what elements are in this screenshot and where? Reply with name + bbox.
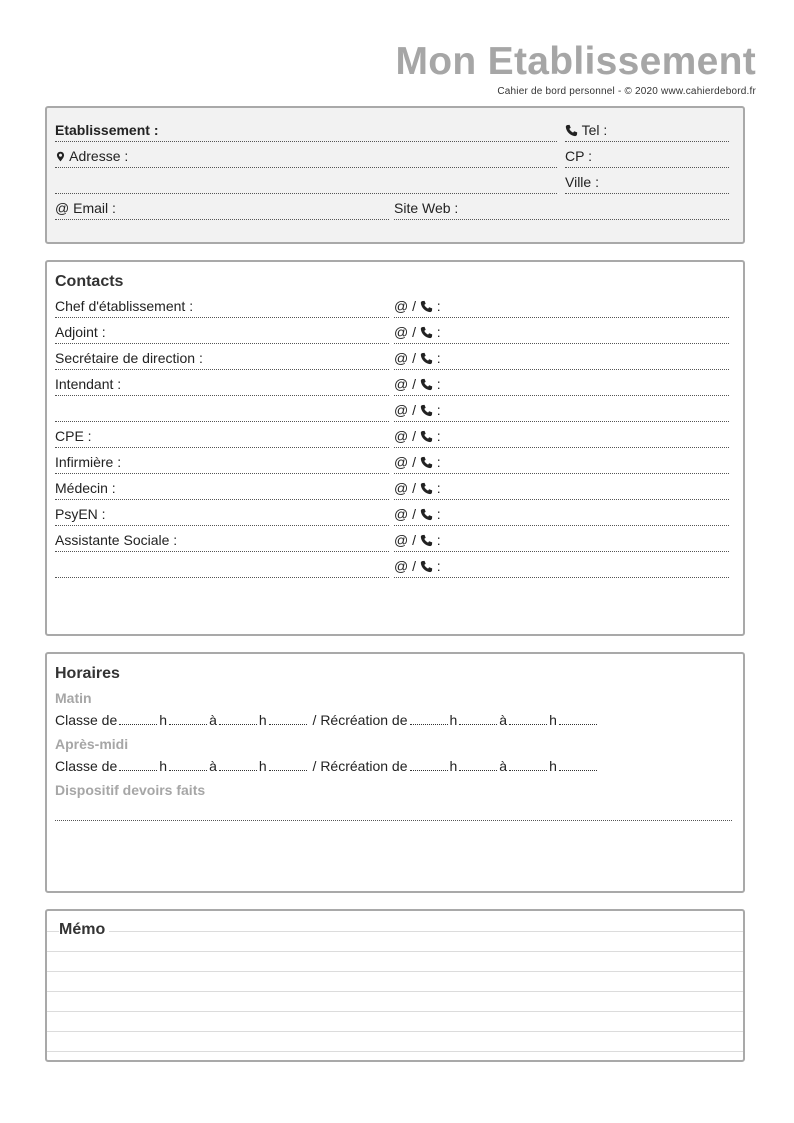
contact-role-label: Secrétaire de direction :: [55, 350, 203, 366]
contact-colon: :: [436, 506, 441, 522]
pm-start-hour[interactable]: [119, 758, 157, 771]
matin-start-hour[interactable]: [119, 712, 157, 725]
contact-role-field[interactable]: [55, 297, 389, 318]
recreation-label: / Récréation de: [312, 758, 408, 774]
classe-de-label: Classe de: [55, 712, 118, 728]
contact-detail-field[interactable]: [394, 505, 729, 526]
phone-icon: [565, 124, 578, 137]
contact-colon: :: [436, 324, 441, 340]
memo-title: Mémo: [59, 921, 109, 939]
contact-detail-field[interactable]: [394, 375, 729, 396]
email-field[interactable]: [55, 199, 389, 220]
contact-role-label: Chef d'établissement :: [55, 298, 194, 314]
contact-at-label: @ /: [394, 532, 416, 548]
pm-recre-end-hour[interactable]: [509, 758, 547, 771]
contact-detail-field[interactable]: [394, 479, 729, 500]
contact-detail-field[interactable]: [394, 349, 729, 370]
ville-label: Ville :: [565, 174, 599, 190]
recreation-label: / Récréation de: [312, 712, 408, 728]
phone-icon: [420, 352, 433, 365]
memo-line: [47, 1011, 743, 1012]
contact-role-label: Médecin :: [55, 480, 116, 496]
contact-role-field[interactable]: [55, 505, 389, 526]
contact-role-field[interactable]: [55, 401, 389, 422]
phone-icon: [420, 482, 433, 495]
contact-at-label: @ /: [394, 324, 416, 340]
contact-detail-field[interactable]: [394, 453, 729, 474]
contact-role-field[interactable]: [55, 531, 389, 552]
a-label: à: [209, 758, 217, 774]
contact-at-label: @ /: [394, 480, 416, 496]
contact-at-label: @ /: [394, 558, 416, 574]
h-label: h: [449, 712, 458, 728]
phone-icon: [420, 560, 433, 573]
contact-role-label: Infirmière :: [55, 454, 122, 470]
contact-colon: :: [436, 532, 441, 548]
memo-line: [47, 931, 743, 932]
devoirs-faits-field[interactable]: [55, 800, 732, 821]
tel-field[interactable]: [565, 121, 729, 142]
contact-role-field[interactable]: [55, 323, 389, 344]
memo-panel: [45, 909, 745, 1062]
contact-colon: :: [436, 480, 441, 496]
phone-icon: [420, 508, 433, 521]
page-subtitle: Cahier de bord personnel - © 2020 www.cahierdebord.fr: [497, 86, 756, 97]
map-marker-icon: [55, 150, 66, 163]
contact-colon: :: [436, 298, 441, 314]
contact-role-field[interactable]: [55, 479, 389, 500]
contact-role-field[interactable]: [55, 557, 389, 578]
adresse-field[interactable]: [55, 147, 557, 168]
page-title: Mon Etablissement: [395, 40, 756, 83]
contact-role-label: PsyEN :: [55, 506, 106, 522]
adresse-line-2[interactable]: [55, 173, 557, 194]
horaires-title: Horaires: [55, 665, 120, 682]
a-label: à: [499, 712, 508, 728]
matin-recre-start-min[interactable]: [459, 712, 497, 725]
contact-at-label: @ /: [394, 428, 416, 444]
contact-colon: :: [436, 376, 441, 392]
classe-de-label: Classe de: [55, 758, 118, 774]
at-icon: @: [55, 200, 70, 216]
matin-schedule-row: [55, 711, 599, 729]
contact-colon: :: [436, 402, 441, 418]
contact-detail-field[interactable]: [394, 401, 729, 422]
cp-label: CP :: [565, 148, 592, 164]
etablissement-name-label: Etablissement :: [55, 122, 159, 138]
pm-recre-end-min[interactable]: [559, 758, 597, 771]
phone-icon: [420, 534, 433, 547]
contact-detail-field[interactable]: [394, 297, 729, 318]
h-label: h: [258, 712, 267, 728]
contact-colon: :: [436, 454, 441, 470]
contact-at-label: @ /: [394, 298, 416, 314]
contact-role-field[interactable]: [55, 427, 389, 448]
matin-recre-end-min[interactable]: [559, 712, 597, 725]
memo-line: [47, 951, 743, 952]
site-web-field[interactable]: [394, 199, 729, 220]
contact-detail-field[interactable]: [394, 531, 729, 552]
apres-midi-schedule-row: [55, 757, 599, 775]
tel-label: Tel :: [581, 122, 608, 138]
horaires-panel: [45, 652, 745, 893]
phone-icon: [420, 456, 433, 469]
contact-role-label: Adjoint :: [55, 324, 106, 340]
phone-icon: [420, 378, 433, 391]
contact-colon: :: [436, 428, 441, 444]
pm-start-min[interactable]: [169, 758, 207, 771]
cp-field[interactable]: [565, 147, 729, 168]
matin-start-min[interactable]: [169, 712, 207, 725]
a-label: à: [499, 758, 508, 774]
memo-line: [47, 991, 743, 992]
adresse-label: Adresse :: [69, 148, 129, 164]
matin-recre-end-hour[interactable]: [509, 712, 547, 725]
matin-recre-start-hour[interactable]: [410, 712, 448, 725]
memo-line: [47, 971, 743, 972]
matin-label: Matin: [55, 690, 92, 706]
memo-line: [47, 1051, 743, 1052]
contact-at-label: @ /: [394, 350, 416, 366]
devoirs-faits-label: Dispositif devoirs faits: [55, 782, 206, 798]
h-label: h: [549, 758, 557, 774]
phone-icon: [420, 430, 433, 443]
a-label: à: [209, 712, 217, 728]
apres-midi-label: Après-midi: [55, 736, 129, 752]
contact-colon: :: [436, 350, 441, 366]
contact-at-label: @ /: [394, 506, 416, 522]
ville-field[interactable]: [565, 173, 729, 194]
contact-at-label: @ /: [394, 454, 416, 470]
etablissement-name-field[interactable]: [55, 121, 557, 142]
contact-at-label: @ /: [394, 402, 416, 418]
contacts-panel: [45, 260, 745, 636]
matin-end-min[interactable]: [269, 712, 307, 725]
contact-role-field[interactable]: [55, 453, 389, 474]
contact-colon: :: [436, 558, 441, 574]
h-label: h: [258, 758, 267, 774]
pm-end-min[interactable]: [269, 758, 307, 771]
contact-role-field[interactable]: [55, 349, 389, 370]
pm-recre-start-hour[interactable]: [410, 758, 448, 771]
phone-icon: [420, 326, 433, 339]
contact-detail-field[interactable]: [394, 323, 729, 344]
h-label: h: [159, 712, 168, 728]
phone-icon: [420, 404, 433, 417]
contact-role-field[interactable]: [55, 375, 389, 396]
memo-line: [47, 1031, 743, 1032]
contacts-title: Contacts: [55, 273, 124, 290]
contact-detail-field[interactable]: [394, 427, 729, 448]
site-web-label: Site Web :: [394, 200, 459, 216]
contact-role-label: Intendant :: [55, 376, 122, 392]
pm-end-hour[interactable]: [219, 758, 257, 771]
contact-at-label: @ /: [394, 376, 416, 392]
contact-detail-field[interactable]: [394, 557, 729, 578]
contact-role-label: CPE :: [55, 428, 92, 444]
phone-icon: [420, 300, 433, 313]
pm-recre-start-min[interactable]: [459, 758, 497, 771]
etablissement-panel: [45, 106, 745, 244]
h-label: h: [449, 758, 458, 774]
h-label: h: [159, 758, 168, 774]
h-label: h: [549, 712, 557, 728]
email-label: Email :: [73, 200, 116, 216]
matin-end-hour[interactable]: [219, 712, 257, 725]
contact-role-label: Assistante Sociale :: [55, 532, 178, 548]
